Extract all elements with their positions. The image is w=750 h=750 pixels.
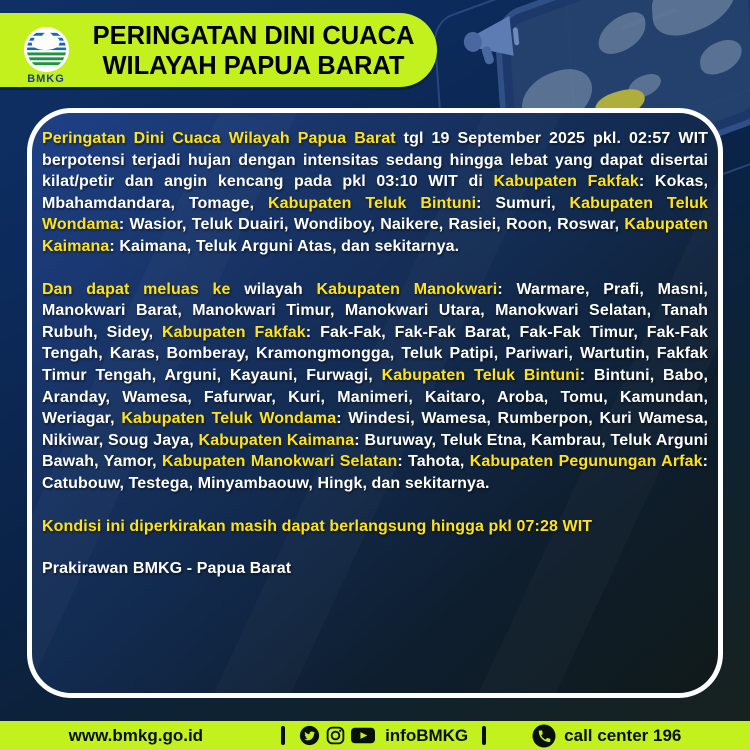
map-landmass — [597, 7, 646, 59]
forecaster-signature: Prakirawan BMKG - Papua Barat — [42, 560, 292, 578]
header-banner — [0, 13, 437, 87]
megaphone-icon — [455, 9, 527, 76]
warning-panel — [27, 108, 723, 698]
initial-warning: Peringatan Dini Cuaca Wilayah Papua Barat tgl 19 September 2025 pkl. 02:57 WIT berpotensi terjadi hujan dengan intensitas sedang hingga lebat yang dapat disertai kilat/petir dan angin kencang pada pkl 03:10 WIT di Kabupaten Fakfak: Kokas, Mbahamdandara, Tomage, Kabupaten Teluk Bintuni: Sumuri, Kabupaten Teluk Wondama: Wasior, Teluk Duairi, Wondiboy, Naikere, Rasiei, Roon, Roswar, Kabupaten Kaimana: Kaimana, Teluk Arguni Atas, dan sekitarnya. — [42, 130, 709, 255]
expansion-warning: Dan dapat meluas ke wilayah Kabupaten Manokwari: Warmare, Prafi, Masni, Manokwari Barat, Manokwari Timur, Manokwari Utara, Manokwari Selatan, Tanah Rubuh, Sidey, Kabupaten Fakfak: Fak-Fak, Fak-Fak Barat, Fak-Fak Timur, Fak-Fak Tengah, Karas, Bomberay, Kramongmongga, Teluk Patipi, Pariwari, Wartutin, Fakfak Timur Tengah, Arguni, Kayauni, Furwagi, Kabupaten Teluk Bintuni: Bintuni, Babo, Aranday, Wamesa, Fafurwar, Kuri, Manimeri, Kaitaro, Aroba, Tomu, Kamundan, Weriagar, Kabupaten Teluk Wondama: Windesi, Wamesa, Rumberpon, Kuri Wamesa, Nikiwar, Soug Jaya, Kabupaten Kaimana: Buruway, Teluk Etna, Kambrau, Teluk Arguni Bawah, Yamor, Kabupaten Manokwari Selatan: Tahota, Kabupaten Pegunungan Arfak: Catubouw, Testega, Minyambaouw, Hingk, dan sekitarnya. — [42, 280, 709, 492]
footer-divider — [281, 726, 285, 745]
footer-bar — [0, 721, 750, 750]
social-handle[interactable]: infoBMKG — [385, 725, 469, 745]
bmkg-logo-label: BMKG — [27, 73, 65, 85]
youtube-icon[interactable] — [351, 726, 375, 745]
duration-note: Kondisi ini diperkirakan masih dapat berlangsung hingga pkl 07:28 WIT — [42, 517, 593, 535]
call-center-label[interactable]: call center 196 — [564, 725, 682, 745]
instagram-icon[interactable] — [325, 725, 346, 746]
footer-divider — [482, 726, 486, 745]
phone-icon — [532, 724, 556, 748]
bmkg-logo — [14, 26, 78, 85]
warning-text — [42, 128, 708, 580]
title-line-1: PERINGATAN DINI CUACA — [92, 20, 415, 50]
title-line-2: WILAYAH PAPUA BARAT — [102, 50, 405, 80]
twitter-icon[interactable] — [299, 725, 320, 746]
bmkg-logo-icon — [23, 26, 70, 73]
page-title — [82, 13, 426, 87]
map-landmass — [699, 34, 743, 80]
website-link[interactable]: www.bmkg.go.id — [68, 725, 204, 745]
